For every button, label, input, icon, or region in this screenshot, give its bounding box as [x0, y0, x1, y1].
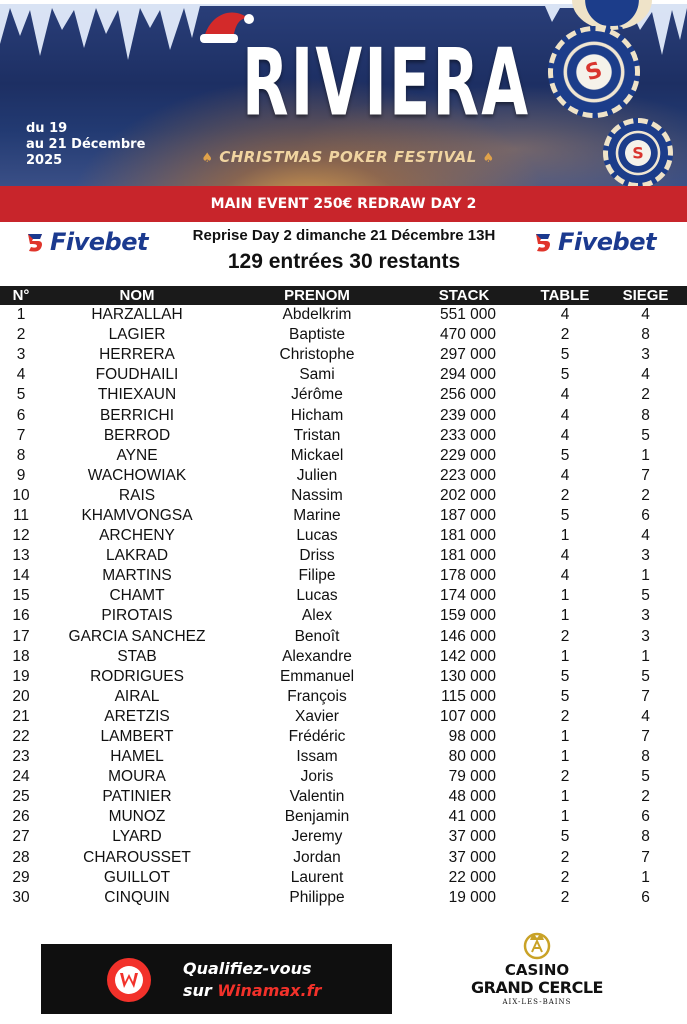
- player-table: 1: [560, 587, 570, 605]
- player-seat: 8: [641, 326, 650, 344]
- player-last-name: ARETZIS: [104, 707, 170, 725]
- player-first-name: Mickael: [290, 446, 344, 464]
- player-first-name: Jeremy: [291, 828, 343, 846]
- player-first-name: Nassim: [291, 486, 343, 504]
- player-stack: 294 000: [439, 366, 496, 384]
- player-first-name: Tristan: [293, 426, 341, 444]
- player-last-name: HERRERA: [99, 346, 175, 364]
- winamax-site-link[interactable]: Winamax.fr: [217, 981, 322, 1000]
- player-last-name: MARTINS: [102, 567, 172, 585]
- festival-title: RIVIERA: [242, 28, 531, 137]
- column-header-nom: NOM: [119, 287, 155, 304]
- player-table: 5: [560, 667, 570, 685]
- player-stack: 256 000: [439, 386, 496, 404]
- player-stack: 115 000: [441, 687, 496, 705]
- table-row: [0, 687, 687, 707]
- player-last-name: LYARD: [112, 828, 162, 846]
- table-body: [0, 305, 687, 908]
- table-row: [0, 888, 687, 908]
- player-table: 4: [560, 386, 570, 404]
- player-rank: 17: [12, 627, 30, 645]
- player-last-name: PIROTAIS: [101, 607, 173, 625]
- player-last-name: BERROD: [103, 426, 171, 444]
- player-rank: 18: [12, 647, 30, 665]
- player-first-name: Benjamin: [284, 808, 350, 826]
- player-stack: 181 000: [439, 527, 496, 545]
- player-table: 1: [560, 788, 570, 806]
- player-rank: 13: [12, 547, 30, 565]
- player-last-name: LAGIER: [108, 326, 166, 344]
- player-seat: 6: [641, 506, 650, 524]
- player-seat: 2: [641, 386, 650, 404]
- spade-icon: ♠: [482, 151, 495, 166]
- player-stack: 181 000: [439, 547, 496, 565]
- table-row: [0, 627, 687, 647]
- winamax-ad[interactable]: [41, 944, 392, 1014]
- casino-logo: [462, 928, 612, 1020]
- player-seat: 4: [641, 366, 650, 384]
- player-last-name: LAKRAD: [105, 547, 169, 565]
- player-last-name: THIEXAUN: [97, 386, 177, 404]
- table-row: [0, 586, 687, 606]
- player-seat: 2: [641, 486, 650, 504]
- player-first-name: Valentin: [289, 788, 345, 806]
- player-first-name: Alexandre: [282, 647, 352, 665]
- player-last-name: CINQUIN: [104, 888, 170, 906]
- player-rank: 4: [16, 366, 26, 384]
- player-last-name: RAIS: [118, 486, 156, 504]
- player-last-name: MOURA: [108, 768, 166, 786]
- column-header-number: N°: [12, 287, 30, 304]
- date-line: 2025: [26, 153, 63, 168]
- player-table: 4: [560, 406, 570, 424]
- casino-location: AIX-LES-BAINS: [502, 998, 572, 1006]
- player-stack: 470 000: [439, 326, 496, 344]
- player-table: 5: [560, 687, 570, 705]
- player-stack: 79 000: [448, 768, 496, 786]
- player-first-name: Frédéric: [288, 728, 346, 746]
- player-first-name: Benoît: [294, 627, 340, 645]
- player-first-name: Julien: [296, 466, 338, 484]
- player-table: 5: [560, 346, 570, 364]
- winamax-text: [183, 958, 321, 1002]
- player-seat: 3: [641, 346, 650, 364]
- player-table: 2: [560, 848, 570, 866]
- player-first-name: Jordan: [293, 848, 341, 866]
- player-last-name: AYNE: [116, 446, 158, 464]
- player-first-name: Driss: [299, 547, 335, 565]
- player-stack: 178 000: [439, 567, 496, 585]
- table-row: [0, 647, 687, 667]
- player-rank: 25: [12, 788, 30, 806]
- entries-summary: 129 entrées 30 restants: [227, 250, 461, 273]
- table-row: [0, 868, 687, 888]
- table-row: [0, 365, 687, 385]
- player-last-name: FOUDHAILI: [95, 366, 179, 384]
- player-table: 4: [560, 426, 570, 444]
- player-table: 4: [560, 547, 570, 565]
- player-table: 1: [560, 647, 570, 665]
- player-rank: 28: [12, 848, 30, 866]
- player-rank: 27: [12, 828, 30, 846]
- player-table: 1: [560, 748, 570, 766]
- player-table: 2: [560, 486, 570, 504]
- player-first-name: Baptiste: [288, 326, 345, 344]
- player-first-name: Marine: [293, 506, 341, 524]
- player-last-name: CHAROUSSET: [83, 848, 191, 866]
- player-first-name: Alex: [301, 607, 333, 625]
- player-stack: 80 000: [448, 748, 496, 766]
- player-table: 2: [560, 707, 570, 725]
- player-last-name: HARZALLAH: [91, 306, 183, 324]
- winamax-line1: Qualifiez-vous: [183, 959, 312, 978]
- player-first-name: Christophe: [279, 346, 355, 364]
- table-row: [0, 848, 687, 868]
- table-row: [0, 405, 687, 425]
- player-last-name: STAB: [117, 647, 157, 665]
- table-header-row: [0, 286, 687, 305]
- fivebet-wordmark: Fivebet: [558, 228, 656, 256]
- player-seat: 6: [641, 888, 650, 906]
- date-line: du 19: [26, 121, 68, 136]
- festival-subtitle-row: [188, 148, 508, 166]
- player-last-name: CHAMT: [109, 587, 165, 605]
- player-seat: 1: [641, 647, 650, 665]
- player-first-name: Joris: [300, 768, 334, 786]
- table-row: [0, 667, 687, 687]
- player-seat: 4: [641, 707, 650, 725]
- table-row: [0, 385, 687, 405]
- table-row: [0, 807, 687, 827]
- festival-logo: [200, 28, 531, 140]
- player-last-name: KHAMVONGSA: [81, 506, 193, 524]
- fivebet-wordmark: Fivebet: [50, 228, 148, 256]
- player-last-name: HAMEL: [110, 748, 164, 766]
- player-rank: 6: [16, 406, 26, 424]
- player-last-name: ARCHENY: [99, 527, 175, 545]
- player-stack: 223 000: [439, 466, 496, 484]
- table-row: [0, 546, 687, 566]
- table-row: [0, 707, 687, 727]
- player-rank: 2: [16, 326, 26, 344]
- player-last-name: GUILLOT: [103, 868, 171, 886]
- poker-chip-icon: S: [536, 14, 652, 130]
- player-last-name: MUNOZ: [108, 808, 166, 826]
- player-stack: 107 000: [439, 707, 496, 725]
- player-first-name: Lucas: [296, 527, 338, 545]
- table-row: [0, 506, 687, 526]
- player-table: 5: [560, 828, 570, 846]
- player-rank: 11: [12, 506, 30, 524]
- fivebet-logo: [532, 228, 656, 256]
- player-rank: 7: [16, 426, 26, 444]
- player-table: 4: [560, 567, 570, 585]
- player-seat: 3: [641, 627, 650, 645]
- table-row: [0, 606, 687, 626]
- player-first-name: Philippe: [289, 888, 345, 906]
- player-rank: 16: [12, 607, 30, 625]
- table-row: [0, 486, 687, 506]
- player-table: 4: [560, 466, 570, 484]
- table-row: [0, 727, 687, 747]
- player-rank: 8: [16, 446, 26, 464]
- festival-subtitle: CHRISTMAS POKER FESTIVAL: [219, 148, 477, 166]
- player-first-name: Lucas: [296, 587, 338, 605]
- player-stack: 37 000: [448, 828, 496, 846]
- table-row: [0, 345, 687, 365]
- table-row: [0, 426, 687, 446]
- winamax-line2: [183, 980, 321, 1002]
- player-rank: 14: [12, 567, 30, 585]
- player-rank: 3: [16, 346, 26, 364]
- event-title: MAIN EVENT 250€ REDRAW DAY 2: [210, 196, 477, 212]
- player-rank: 23: [12, 748, 30, 766]
- festival-banner: [0, 0, 687, 186]
- player-seat: 4: [641, 306, 650, 324]
- player-seat: 5: [641, 667, 650, 685]
- fivebet-logo-icon: [24, 230, 48, 254]
- player-first-name: Sami: [299, 366, 335, 384]
- player-seat: 1: [641, 868, 650, 886]
- player-table: 2: [560, 627, 570, 645]
- table-row: [0, 767, 687, 787]
- player-stack: 202 000: [439, 486, 496, 504]
- player-rank: 26: [12, 808, 30, 826]
- table-row: [0, 787, 687, 807]
- casino-name-line1: CASINO: [504, 961, 570, 979]
- player-stack: 159 000: [439, 607, 496, 625]
- player-seat: 7: [641, 848, 650, 866]
- column-header-table: TABLE: [540, 287, 590, 304]
- player-stack: 239 000: [439, 406, 496, 424]
- player-rank: 19: [12, 667, 30, 685]
- player-first-name: Laurent: [290, 868, 344, 886]
- player-table: 2: [560, 868, 570, 886]
- player-first-name: Jérôme: [291, 386, 343, 404]
- winamax-logo-icon: [106, 957, 152, 1003]
- player-seat: 6: [641, 808, 650, 826]
- player-table: 1: [560, 728, 570, 746]
- player-table: 5: [560, 506, 570, 524]
- player-rank: 24: [12, 768, 30, 786]
- player-seat: 5: [641, 768, 650, 786]
- player-seat: 5: [641, 587, 650, 605]
- table-row: [0, 466, 687, 486]
- player-first-name: Issam: [296, 748, 338, 766]
- player-table: 2: [560, 888, 570, 906]
- fivebet-logo: [24, 228, 148, 256]
- player-stack: 41 000: [448, 808, 496, 826]
- player-seat: 5: [641, 426, 650, 444]
- reprise-info: Reprise Day 2 dimanche 21 Décembre 13H: [192, 227, 496, 244]
- player-rank: 12: [12, 527, 30, 545]
- player-rank: 9: [16, 466, 26, 484]
- player-stack: 146 000: [439, 627, 496, 645]
- chip-count-table: [0, 286, 687, 908]
- player-first-name: Abdelkrim: [282, 306, 352, 324]
- player-rank: 1: [16, 306, 26, 324]
- player-first-name: Filipe: [298, 567, 336, 585]
- event-title-bar: [0, 186, 687, 222]
- player-table: 1: [560, 527, 570, 545]
- player-stack: 187 000: [439, 506, 496, 524]
- player-table: 1: [560, 808, 570, 826]
- table-row: [0, 446, 687, 466]
- player-stack: 233 000: [439, 426, 496, 444]
- player-first-name: Hicham: [290, 406, 344, 424]
- player-seat: 7: [641, 466, 650, 484]
- player-last-name: GARCIA SANCHEZ: [68, 627, 206, 645]
- column-header-siege: SIEGE: [622, 287, 669, 304]
- date-line: au 21 Décembre: [26, 137, 146, 152]
- spade-icon: ♠: [201, 151, 214, 166]
- player-stack: 48 000: [448, 788, 496, 806]
- player-stack: 297 000: [439, 346, 496, 364]
- table-row: [0, 305, 687, 325]
- player-seat: 8: [641, 828, 650, 846]
- player-seat: 7: [641, 728, 650, 746]
- player-table: 2: [560, 768, 570, 786]
- player-first-name: Emmanuel: [279, 667, 355, 685]
- player-table: 4: [560, 306, 570, 324]
- table-row: [0, 747, 687, 767]
- column-header-prenom: PRENOM: [284, 287, 350, 304]
- player-last-name: AIRAL: [114, 687, 160, 705]
- player-stack: 22 000: [448, 868, 496, 886]
- player-stack: 130 000: [439, 667, 496, 685]
- player-seat: 2: [641, 788, 650, 806]
- player-table: 5: [560, 446, 570, 464]
- poker-chip-icon: S: [603, 118, 673, 186]
- player-rank: 10: [12, 486, 30, 504]
- player-seat: 1: [641, 567, 650, 585]
- player-rank: 5: [16, 386, 26, 404]
- player-last-name: LAMBERT: [100, 728, 174, 746]
- player-rank: 21: [12, 707, 30, 725]
- player-seat: 7: [641, 687, 650, 705]
- player-table: 1: [560, 607, 570, 625]
- player-stack: 98 000: [448, 728, 496, 746]
- player-rank: 22: [12, 728, 30, 746]
- player-rank: 15: [12, 587, 30, 605]
- casino-name-line2: GRAND CERCLE: [471, 978, 603, 997]
- player-table: 5: [560, 366, 570, 384]
- table-row: [0, 526, 687, 546]
- fivebet-logo-icon: [532, 230, 556, 254]
- player-stack: 174 000: [439, 587, 496, 605]
- player-rank: 30: [12, 888, 30, 906]
- player-seat: 1: [641, 446, 650, 464]
- winamax-prefix: sur: [183, 981, 218, 1000]
- festival-dates: [26, 121, 145, 169]
- column-header-stack: STACK: [438, 287, 490, 304]
- player-table: 2: [560, 326, 570, 344]
- player-last-name: WACHOWIAK: [87, 466, 187, 484]
- player-stack: 19 000: [448, 888, 496, 906]
- player-last-name: BERRICHI: [99, 406, 175, 424]
- casino-emblem-icon: [520, 928, 554, 962]
- player-stack: 142 000: [439, 647, 496, 665]
- player-last-name: PATINIER: [102, 788, 172, 806]
- player-seat: 8: [641, 748, 650, 766]
- player-rank: 20: [12, 687, 30, 705]
- player-stack: 37 000: [448, 848, 496, 866]
- player-last-name: RODRIGUES: [90, 667, 184, 685]
- player-rank: 29: [12, 868, 30, 886]
- table-row: [0, 566, 687, 586]
- player-first-name: Xavier: [295, 707, 339, 725]
- table-row: [0, 827, 687, 847]
- player-first-name: François: [287, 687, 347, 705]
- player-seat: 3: [641, 547, 650, 565]
- player-seat: 4: [641, 527, 650, 545]
- player-seat: 8: [641, 406, 650, 424]
- player-stack: 229 000: [439, 446, 496, 464]
- player-stack: 551 000: [439, 306, 496, 324]
- table-row: [0, 325, 687, 345]
- player-seat: 3: [641, 607, 650, 625]
